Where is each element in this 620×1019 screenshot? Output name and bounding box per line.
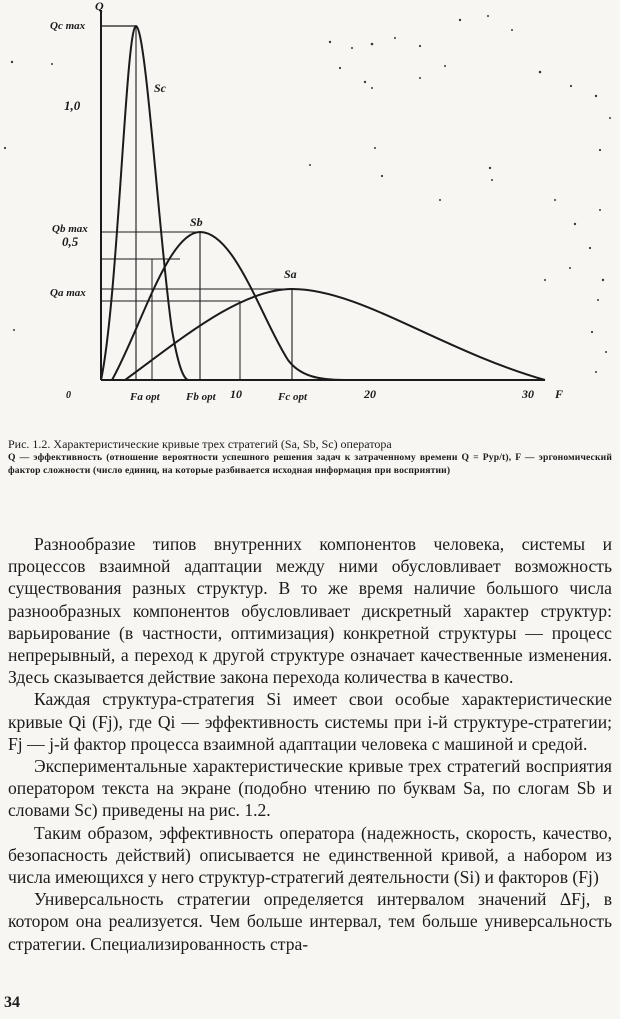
fc-opt-label: Fc opt bbox=[278, 391, 308, 403]
figure-caption bbox=[8, 437, 612, 477]
origin-label: 0 bbox=[66, 390, 71, 401]
sa-label: Sa bbox=[284, 267, 297, 281]
caption-description: Q — эффективность (отношение вероятности успешного решения задач к затраченному времени Q = Pур/t), F — эргономический фактор сложности (число единиц, на которые разбивается исходная информация при восприятии) bbox=[8, 452, 612, 476]
qbmax-label: Qb max bbox=[52, 223, 88, 235]
page-number: 34 bbox=[4, 994, 20, 1011]
sb-label: Sb bbox=[190, 215, 203, 229]
one-label: 1,0 bbox=[64, 98, 81, 113]
paragraph-3: Экспериментальные характеристические кривые трех стратегий восприятия оператором текста на экране (подобно чтению по буквам Sa, по слогам Sb и словами Sc) приведены на рис. 1.2. bbox=[8, 756, 612, 821]
body-text bbox=[8, 533, 612, 955]
sc-label: Sc bbox=[154, 81, 166, 95]
q-axis-label: Q bbox=[95, 0, 104, 13]
ten-label: 10 bbox=[230, 387, 242, 401]
characteristic-curves-chart bbox=[0, 0, 620, 410]
figure-1-2 bbox=[0, 0, 620, 410]
paragraph-5: Универсальность стратегии определяется интервалом значений ΔFj, в котором она реализуется. Чем больше интервал, тем больше универсальность стратегии. Специализированность стра- bbox=[8, 889, 612, 954]
qamax-label: Qa max bbox=[50, 287, 86, 299]
thirty-label: 30 bbox=[522, 387, 534, 401]
curve-sc bbox=[101, 26, 188, 380]
paragraph-4: Таким образом, эффективность оператора (надежность, скорость, качество, безопасность действий) описывается не единственной кривой, а набором из числа имеющихся у него структур-стратегий деятельности (Si) и факторов (Fj) bbox=[8, 822, 612, 888]
f-axis-label: F bbox=[555, 387, 564, 401]
qcmax-label: Qc max bbox=[50, 20, 86, 32]
fa-opt-label: Fa opt bbox=[130, 391, 160, 403]
paragraph-1: Разнообразие типов внутренних компонентов человека, системы и процессов взаимной адаптации между ними обусловливает возможность существования разных структур. В то же время наличие большого числа разнообразных компонентов обусловливает дискретный характер структур: варьирование (в частности, оптимизация) конкретной структуры — процесс непрерывный, а переход к другой структуре означает качественные изменения. Здесь сказывается действие закона перехода количества в качество. bbox=[8, 534, 612, 688]
curve-sa bbox=[125, 289, 545, 380]
twenty-label: 20 bbox=[364, 387, 376, 401]
scan-noise bbox=[4, 15, 611, 373]
caption-title: Рис. 1.2. Характеристические кривые трех стратегий (Sa, Sb, Sc) оператора bbox=[8, 437, 392, 451]
fb-opt-label: Fb opt bbox=[186, 391, 216, 403]
paragraph-2: Каждая структура-стратегия Si имеет свои особые характеристические кривые Qi (Fj), где Qi — эффективность системы при i-й структуре-стратегии; Fj — j-й фактор процесса взаимной адаптации человека с машиной и средой. bbox=[8, 689, 612, 754]
half-label: 0,5 bbox=[62, 234, 79, 249]
curve-sb bbox=[112, 232, 345, 380]
